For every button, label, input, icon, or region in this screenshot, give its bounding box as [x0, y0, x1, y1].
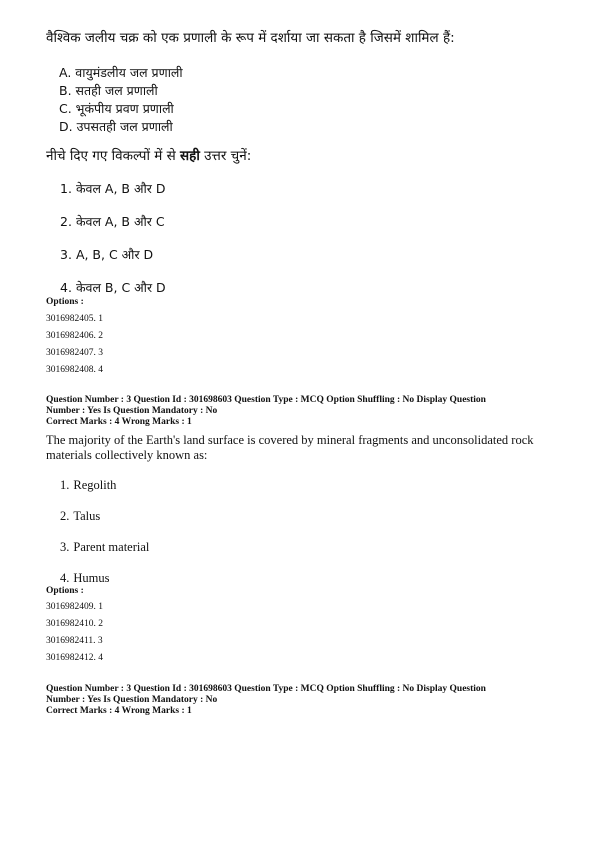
stem-line: materials collectively known as: [46, 448, 208, 462]
option-number: 4. [60, 571, 70, 585]
option-id: 3016982409. 1 [46, 602, 103, 612]
option-text: केवल B, C और D [75, 280, 166, 295]
option-id: 3016982410. 2 [46, 619, 103, 629]
option-3[interactable] [60, 540, 149, 555]
statement-c: C. भूकंपीय प्रवण प्रणाली [59, 101, 174, 116]
option-text: केवल A, B और C [75, 214, 165, 229]
option-2[interactable] [60, 213, 165, 230]
option-text: Parent material [73, 540, 150, 554]
option-number: 3. [60, 540, 70, 554]
option-id: 3016982408. 4 [46, 365, 103, 375]
instruction-bold: सही [180, 148, 200, 164]
meta-line: Number : Yes Is Question Mandatory : No [46, 406, 218, 416]
option-text: Regolith [73, 478, 117, 492]
question-stem-english [46, 433, 571, 463]
question-meta [46, 684, 556, 717]
meta-line: Correct Marks : 4 Wrong Marks : 1 [46, 417, 192, 427]
meta-line: Question Number : 3 Question Id : 301698603 Question Type : MCQ Option Shuffling : No Display Question [46, 395, 486, 405]
meta-line: Correct Marks : 4 Wrong Marks : 1 [46, 706, 192, 716]
option-id: 3016982412. 4 [46, 653, 103, 663]
option-1[interactable] [60, 478, 116, 493]
option-text: Humus [73, 571, 110, 585]
options-label: Options : [46, 297, 84, 307]
option-1[interactable] [60, 180, 165, 197]
option-number: 1. [60, 181, 72, 196]
instruction-prefix: नीचे दिए गए विकल्पों में से [46, 148, 176, 164]
meta-line: Number : Yes Is Question Mandatory : No [46, 695, 218, 705]
option-text: केवल A, B और D [75, 181, 166, 196]
option-text: Talus [73, 509, 101, 523]
option-number: 2. [60, 509, 70, 523]
stem-line: The majority of the Earth's land surface is covered by mineral fragments and unconsolidated rock [46, 433, 534, 447]
instruction-suffix: उत्तर चुनें: [204, 148, 252, 164]
option-id: 3016982406. 2 [46, 331, 103, 341]
question-meta [46, 395, 556, 428]
option-number: 4. [60, 280, 72, 295]
option-text: A, B, C और D [75, 247, 154, 262]
option-number: 3. [60, 247, 72, 262]
option-id: 3016982407. 3 [46, 348, 103, 358]
question-stem-hindi: वैश्विक जलीय चक्र को एक प्रणाली के रूप में दर्शाया जा सकता है जिसमें शामिल हैं: [46, 30, 455, 46]
instruction-line [46, 146, 251, 164]
statement-a: A. वायुमंडलीय जल प्रणाली [59, 65, 183, 80]
option-4[interactable] [60, 571, 110, 586]
option-number: 2. [60, 214, 72, 229]
option-id: 3016982405. 1 [46, 314, 103, 324]
meta-line: Question Number : 3 Question Id : 301698603 Question Type : MCQ Option Shuffling : No Display Question [46, 684, 486, 694]
options-label: Options : [46, 586, 84, 596]
option-id: 3016982411. 3 [46, 636, 103, 646]
option-2[interactable] [60, 509, 100, 524]
statement-b: B. सतही जल प्रणाली [59, 83, 158, 98]
statement-d: D. उपसतही जल प्रणाली [59, 119, 173, 134]
option-number: 1. [60, 478, 70, 492]
option-4[interactable] [60, 279, 166, 296]
option-3[interactable] [60, 246, 153, 263]
